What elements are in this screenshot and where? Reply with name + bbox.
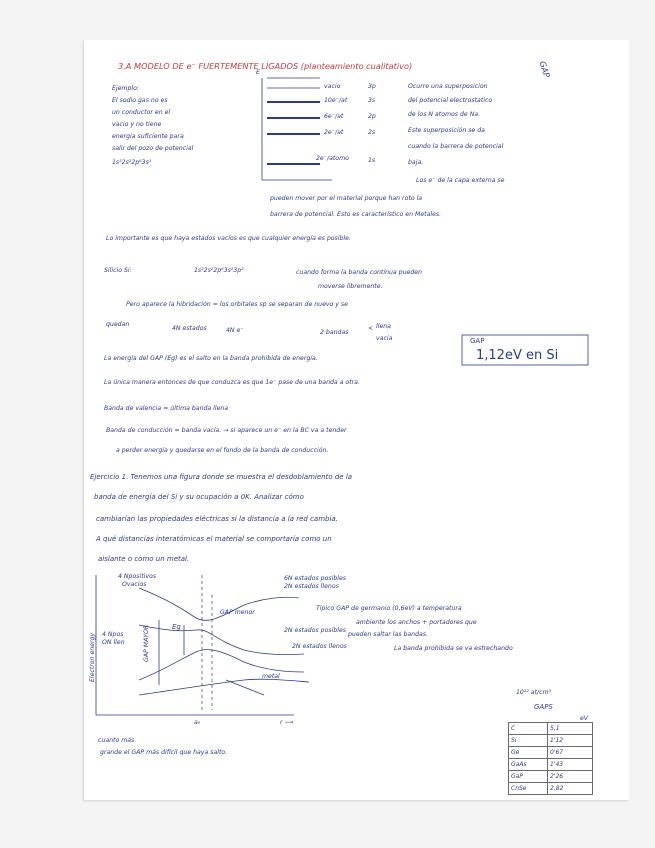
para1-line: barrera de potencial. Esto es característico en Metales. (270, 211, 442, 218)
graph-r-label: r ⟶ (280, 719, 294, 726)
band-level-label: 10e⁻/at (324, 97, 348, 104)
gaps-title: GAPS (534, 703, 553, 711)
right-para-line: cuando la barrera de potencial (408, 143, 504, 150)
graph-ylabel: Electron energy (89, 632, 96, 682)
para3-line: La energía del GAP (Eg) es el salto en la banda prohibida de energía. (104, 355, 318, 362)
para1-line: pueden mover por el material porque han roto la (270, 195, 423, 202)
table-row (509, 771, 593, 783)
definition-line: a perder energía y quedarse en el fondo de la banda de conducción. (116, 447, 329, 454)
gap-value-cell: 1'43 (548, 759, 593, 771)
lower-band-bottom (139, 679, 309, 695)
table-row (509, 723, 593, 735)
right-para-line: Ocurre una superposicion (408, 83, 488, 90)
example-line: El sodio gas no es (112, 97, 168, 104)
band-level-orbital: 2s (368, 129, 376, 136)
silicon-band-full: llena (376, 323, 391, 330)
graph-a0-label: a₀ (194, 719, 201, 726)
exercise-line: A qué distancias interatómicas el material se comportaría como un (96, 535, 332, 543)
upper-band-bottom (139, 625, 304, 655)
para2: Lo importante es que haya estados vacíos es que cualquier energía es posible. (106, 235, 351, 242)
graph-right-bot: 2N estados llenos (292, 643, 347, 650)
germanium-line: ambiente los anchos + portadores que (356, 619, 477, 626)
example-heading: Ejemplo: (112, 85, 139, 92)
gap-value-cell: 2'26 (548, 771, 593, 783)
definition-line: Banda de conducción = banda vacía. → si aparece un e⁻ en la BC va a tender (106, 427, 347, 434)
gap-value-cell: 0'67 (548, 747, 593, 759)
gap-mayor-label: GAP MAYOR (143, 624, 150, 662)
silicon-brace: < (368, 325, 374, 332)
silicon-desc: moverse libremente. (318, 283, 383, 290)
graph-right-top: 2N estados llenos (284, 583, 339, 590)
table-row (509, 735, 593, 747)
gap-menor-label: GAP menor (220, 609, 255, 616)
graph-top-left: 4 Npositivos (118, 573, 157, 580)
silicon-line2: Pero aparece la hibridación = los orbitales sp se separan de nuevo y se (126, 301, 348, 308)
para3-line: La única manera entonces de que conduzca es que 1e⁻ pase de una banda a otra. (104, 379, 360, 386)
example-line: energia suficiente para (112, 133, 184, 140)
graph-metal-label: metal (262, 673, 280, 680)
graph-bottom-left: ON llen (102, 639, 125, 646)
right-para-line: Este superposición se da (408, 127, 485, 134)
upper-band-top (139, 588, 299, 620)
silicon-config: 1s²2s²2p⁶3s²3p² (194, 267, 244, 274)
definition-line: Banda de valencia = última banda llena (104, 405, 229, 412)
material-cell: GaAs (509, 759, 548, 771)
graph-top-left: Ovacios (122, 581, 147, 588)
example-line: 1s²2s²2p⁶3s¹ (112, 159, 152, 166)
right-para-line: del potencial electrostatico (408, 97, 493, 104)
table-row (509, 747, 593, 759)
metal-arrow (226, 680, 264, 695)
bottom-note-line: grande el GAP más difícil que haya salto. (100, 749, 228, 756)
germanium-line: La banda prohibida se va estrechando (394, 645, 513, 652)
example-line: salir del pozo de potencial (112, 145, 194, 152)
germanium-line: Típico GAP de germanio (0,6eV) a temperatura (316, 605, 462, 612)
right-para-line: Los e⁻ de la capa externa se (416, 177, 505, 184)
material-cell: C (509, 723, 548, 735)
band-level-label: 2e⁻/at (324, 129, 344, 136)
silicon-states: 4N estados (172, 325, 207, 332)
right-para-line: de los N atomos de Na. (408, 111, 481, 118)
bottom-note-line: cuanto más (98, 737, 135, 744)
gap-value-cell: 5,1 (548, 723, 593, 735)
table-row (509, 783, 593, 795)
example-line: un conductor en el (112, 109, 171, 116)
silicon-desc: cuando forma la banda contínua pueden (296, 269, 422, 276)
germanium-line: pueden saltar las bandas. (348, 631, 428, 638)
material-cell: GaP (509, 771, 548, 783)
exercise-line: cambiarían las propiedades eléctricas si la distancia a la red cambia. (96, 515, 338, 523)
notebook-page (84, 40, 629, 800)
exercise-line: banda de energía del Si y su ocupación a 0K. Analizar cómo (94, 493, 304, 501)
corner-note: GAP (537, 59, 553, 79)
silicon-electrons: 4N e⁻ (226, 327, 244, 334)
eg-label: Eg (172, 623, 181, 631)
silicon-bands: 2 bandas (320, 329, 349, 336)
band-level-orbital: 3s (368, 97, 376, 104)
band-level-label: vacio (324, 83, 341, 90)
material-cell: Ge (509, 747, 548, 759)
band-level-orbital: 2p (368, 113, 376, 120)
page-title: 3.A MODELO DE e⁻ FUERTEMENTE LIGADOS (planteamiento cualitativo) (118, 61, 413, 71)
example-line: vacio y no tiene (112, 121, 162, 128)
gaps-unit: eV (580, 715, 589, 722)
exercise-line: aislante o como un metal. (98, 555, 190, 563)
graph-right-top: 6N estados posibles (284, 575, 347, 582)
exercise-line: Ejercicio 1. Tenemos una figura donde se muestra el desdoblamiento de la (90, 473, 353, 481)
gap-box-value: 1,12eV en Si (476, 348, 559, 363)
graph-right-mid: 2N estados posibles (284, 627, 347, 634)
gaps-note: 10²² at/cm³ (516, 689, 552, 696)
right-para-line: baja. (408, 159, 424, 166)
silicon-quedan: quedan (106, 321, 130, 328)
silicon-band-empty: vacia (376, 335, 393, 342)
graph-bottom-left: 4 Npos (102, 631, 124, 638)
gap-value-cell: 2,82 (548, 783, 593, 795)
material-cell: CnSe (509, 783, 548, 795)
band-level-label: 2e⁻/atomo (316, 155, 349, 162)
page-drawings (84, 40, 629, 800)
gaps-table (508, 722, 593, 795)
gap-box-title: GAP (470, 337, 485, 345)
gap-value-cell: 1'12 (548, 735, 593, 747)
band-level-orbital: 1s (368, 157, 376, 164)
band-axis-label: E (256, 69, 260, 76)
material-cell: Si (509, 735, 548, 747)
silicon-label: Silicio Si: (104, 267, 132, 274)
table-row (509, 759, 593, 771)
band-level-orbital: 3p (368, 83, 376, 90)
band-level-label: 6e⁻/at (324, 113, 344, 120)
